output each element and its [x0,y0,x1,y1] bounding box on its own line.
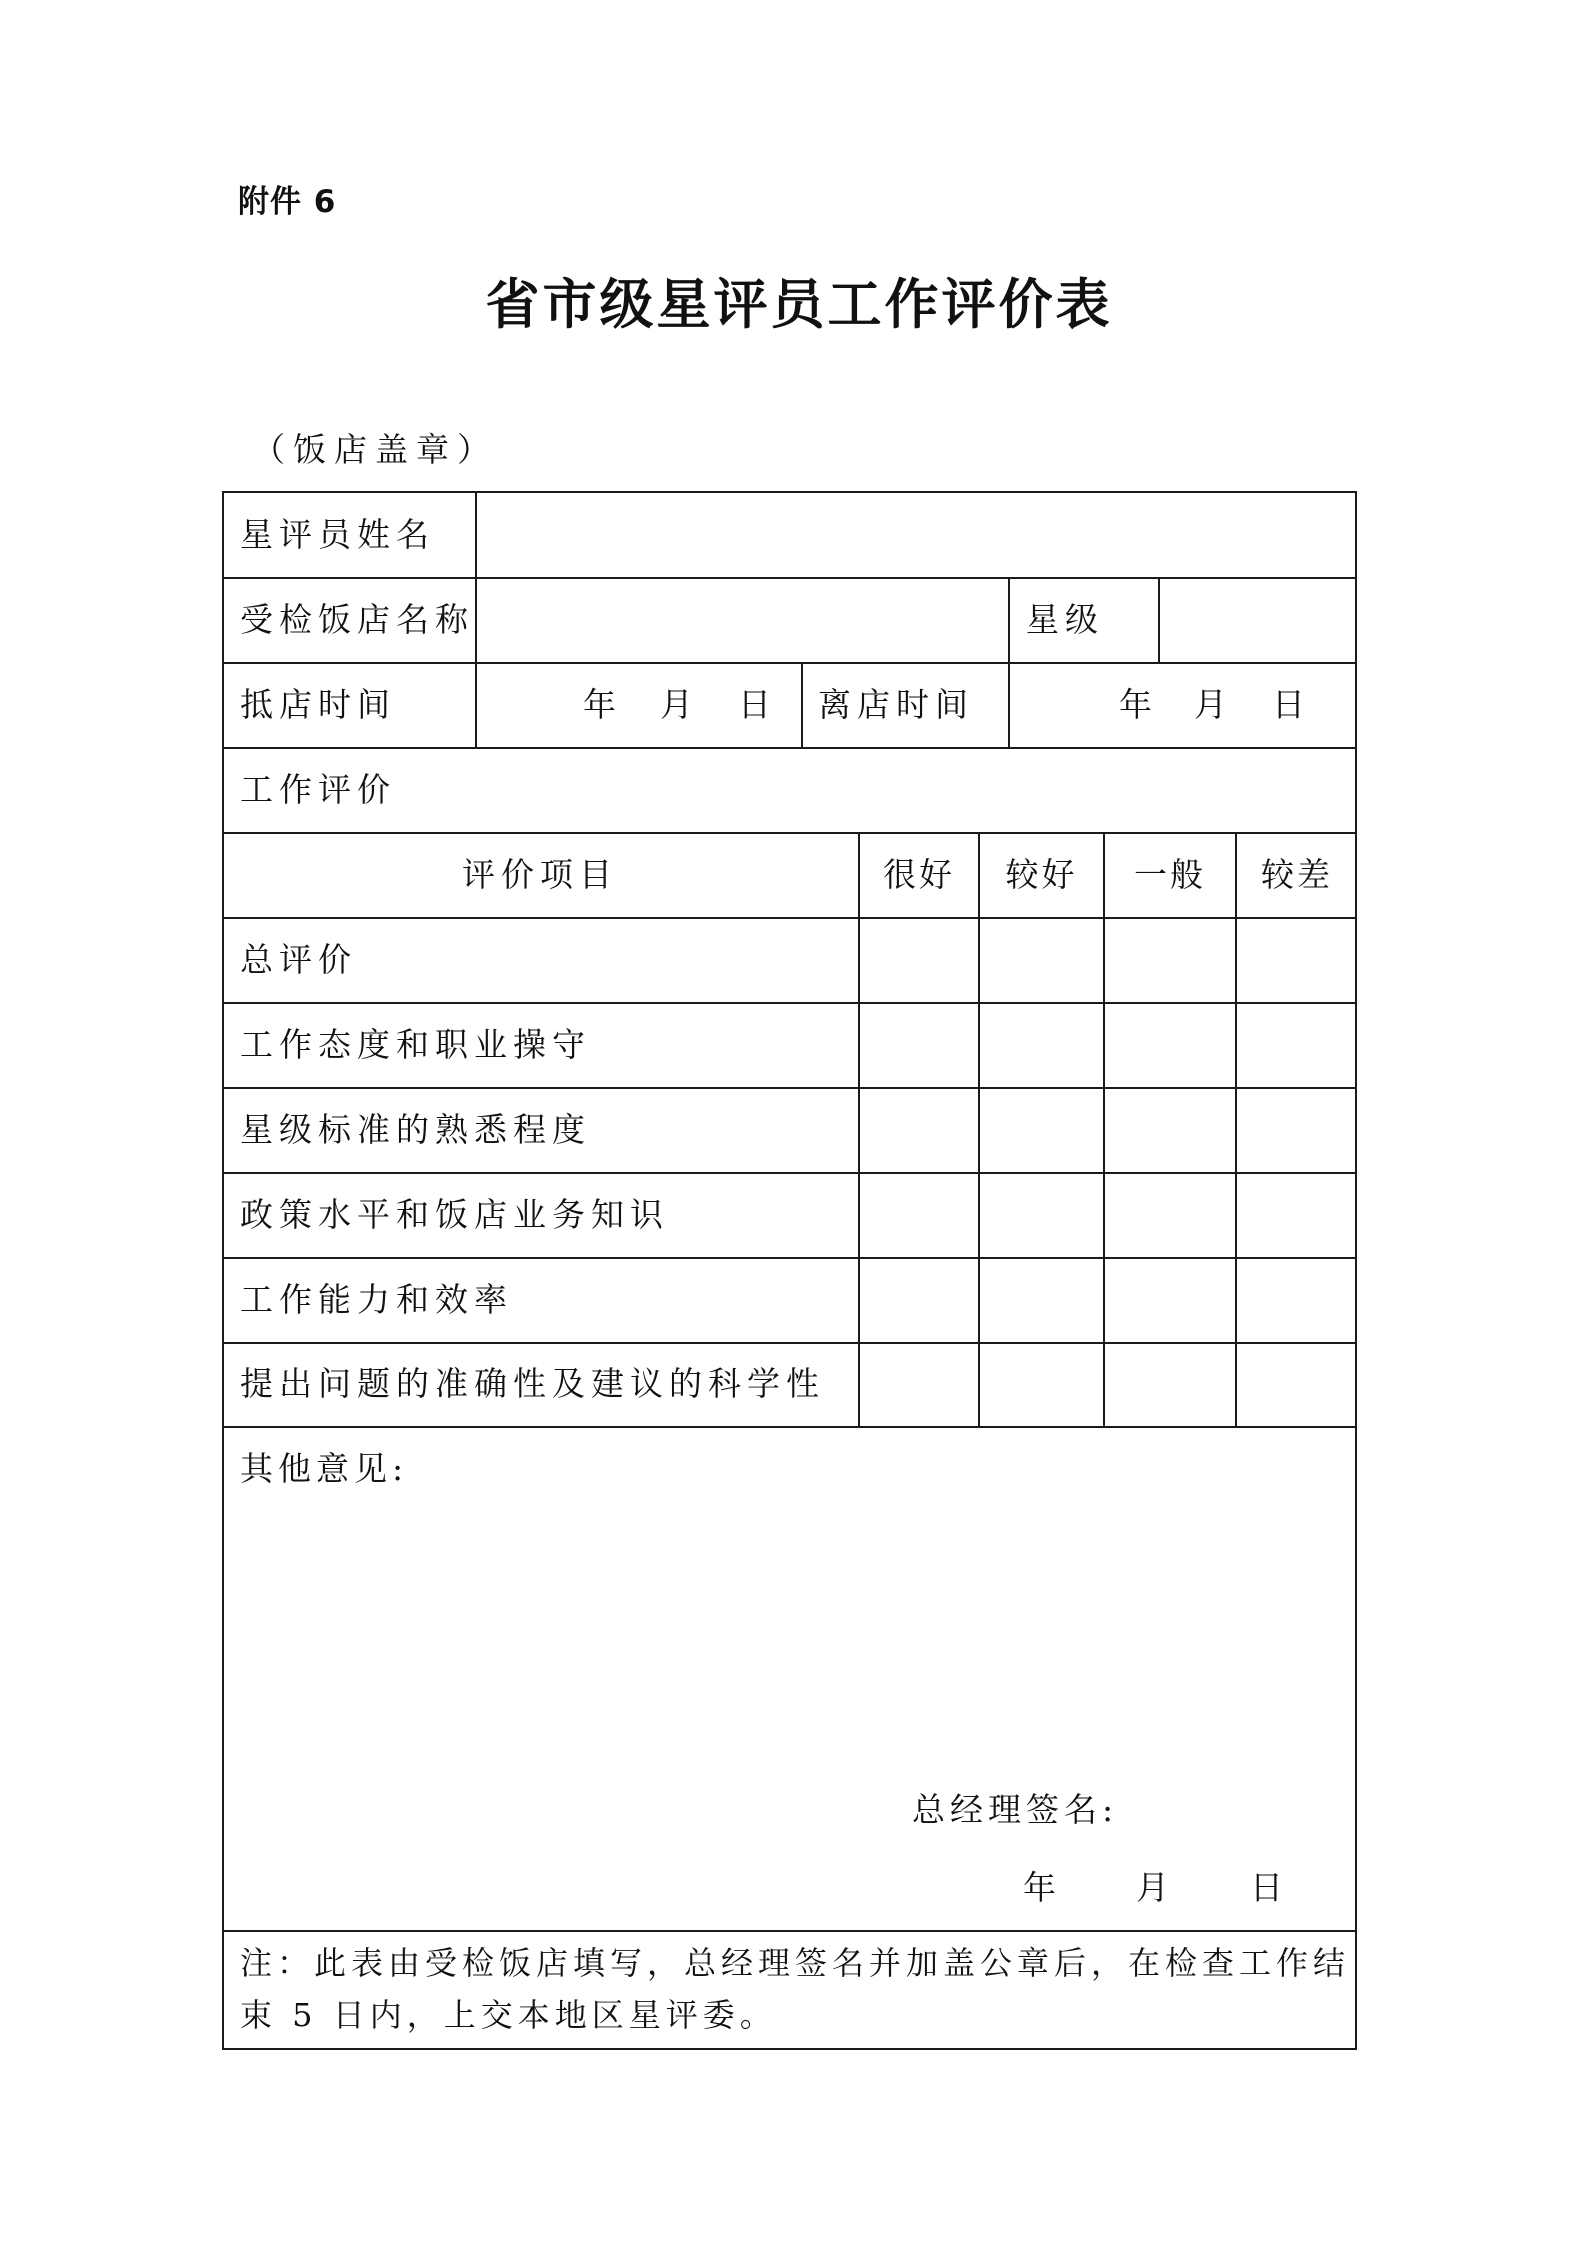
header-very-good: 很好 [883,855,955,894]
rating-average-cell[interactable] [1105,919,1235,1002]
row-divider [222,832,1357,834]
rating-good-cell[interactable] [980,1089,1103,1172]
page-title [0,262,1586,339]
departure-time-label: 离店时间 [818,685,974,724]
rating-very-good-cell[interactable] [860,1004,978,1087]
inspector-name-label: 星评员姓名 [240,515,435,554]
rating-good-cell[interactable] [980,1004,1103,1087]
page-title-text: 省市级星评员工作评价表 [485,272,1113,336]
rating-average-cell[interactable] [1105,1089,1235,1172]
col-divider [475,491,477,747]
departure-year-label: 年 [1119,685,1158,724]
row-item-label: 政策水平和饭店业务知识 [240,1195,669,1234]
arrival-year-label: 年 [583,685,622,724]
star-level-label: 星级 [1026,600,1104,639]
other-opinions-label: 其他意见: [240,1449,409,1488]
attachment-label: 附件 6 [238,184,337,220]
row-item-label: 总评价 [240,940,357,979]
header-average: 一般 [1134,855,1206,894]
departure-date-field[interactable] [1011,664,1355,747]
arrival-month-label: 月 [660,685,699,724]
inspector-name-field[interactable] [478,493,1355,577]
rating-poor-cell[interactable] [1237,1089,1355,1172]
rating-good-cell[interactable] [980,919,1103,1002]
signature-month-label: 月 [1136,1868,1175,1907]
rating-very-good-cell[interactable] [860,1344,978,1427]
rating-poor-cell[interactable] [1237,1174,1355,1257]
header-evaluation-item: 评价项目 [462,855,618,894]
gm-signature-field[interactable] [1110,1780,1350,1840]
rating-very-good-cell[interactable] [860,1089,978,1172]
row-divider [222,1930,1357,1932]
rating-poor-cell[interactable] [1237,1259,1355,1342]
row-divider [222,747,1357,749]
row-item-label: 星级标准的熟悉程度 [240,1110,591,1149]
rating-average-cell[interactable] [1105,1004,1235,1087]
row-item-label: 工作态度和职业操守 [240,1025,591,1064]
footer-note-line-1: 注：此表由受检饭店填写，总经理签名并加盖公章后，在检查工作结 [240,1944,1351,1982]
rating-good-cell[interactable] [980,1174,1103,1257]
rating-poor-cell[interactable] [1237,1004,1355,1087]
signature-day-label: 日 [1250,1868,1289,1907]
hotel-name-label: 受检饭店名称 [240,600,474,639]
rating-poor-cell[interactable] [1237,919,1355,1002]
departure-month-label: 月 [1194,685,1233,724]
row-item-label: 提出问题的准确性及建议的科学性 [240,1364,825,1403]
star-level-field[interactable] [1161,579,1355,662]
row-item-label: 工作能力和效率 [240,1280,513,1319]
rating-average-cell[interactable] [1105,1259,1235,1342]
rating-poor-cell[interactable] [1237,1344,1355,1427]
rating-very-good-cell[interactable] [860,919,978,1002]
rating-very-good-cell[interactable] [860,1259,978,1342]
departure-day-label: 日 [1272,685,1311,724]
arrival-date-field[interactable] [478,664,800,747]
arrival-time-label: 抵店时间 [240,685,396,724]
col-divider [801,662,803,747]
rating-very-good-cell[interactable] [860,1174,978,1257]
hotel-stamp-note: （饭店盖章） [252,430,498,469]
work-evaluation-label: 工作评价 [240,770,396,809]
col-divider [1008,577,1010,747]
col-divider [1158,577,1160,662]
hotel-name-field[interactable] [478,579,1007,662]
rating-average-cell[interactable] [1105,1174,1235,1257]
header-poor: 较差 [1261,855,1333,894]
header-good: 较好 [1005,855,1078,894]
footer-note-line-2: 束 5 日内，上交本地区星评委。 [240,1996,777,2034]
rating-average-cell[interactable] [1105,1344,1235,1427]
rating-good-cell[interactable] [980,1344,1103,1427]
rating-good-cell[interactable] [980,1259,1103,1342]
gm-signature-label: 总经理签名: [912,1790,1119,1829]
other-opinions-field[interactable] [240,1500,1340,1770]
signature-year-label: 年 [1023,1868,1062,1907]
arrival-day-label: 日 [738,685,777,724]
